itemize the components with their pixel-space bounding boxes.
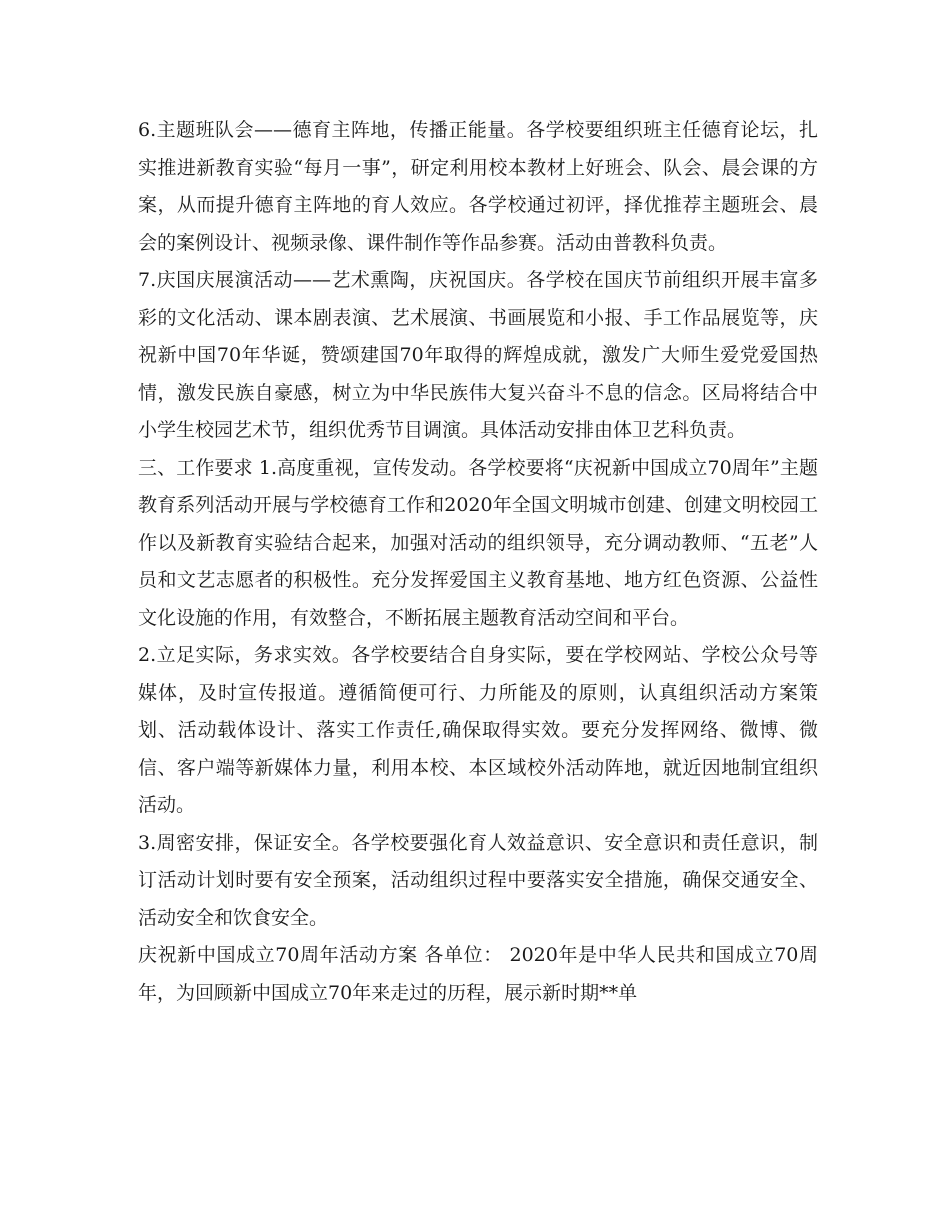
paragraph-requirement-3: 3.周密安排，保证安全。各学校要强化育人效益意识、安全意识和责任意识，制订活动计划时要有安全预案，活动组织过程中要落实安全措施，确保交通安全、活动安全和饮食安全。 [138, 831, 818, 929]
paragraph-item-6: 6.主题班队会——德育主阵地，传播正能量。各学校要组织班主任德育论坛，扎实推进新教育实验“每月一事”，研定利用校本教材上好班会、队会、晨会课的方案，从而提升德育主阵地的育人效应。各学校通过初评，择优推荐主题班会、晨会的案例设计、视频录像、课件制作等作品参赛。活动由普教科负责。 [138, 119, 818, 254]
paragraph-plan-intro: 庆祝新中国成立70周年活动方案 各单位： 2020年是中华人民共和国成立70周年，为回顾新中国成立70年来走过的历程，展示新时期**单 [138, 944, 818, 1004]
paragraph-item-7: 7.庆国庆展演活动——艺术熏陶，庆祝国庆。各学校在国庆节前组织开展丰富多彩的文化活动、课本剧表演、艺术展演、书画展览和小报、手工作品展览等，庆祝新中国70年华诞，赞颂建国70年取得的辉煌成就，激发广大师生爱党爱国热情，激发民族自豪感，树立为中华民族伟大复兴奋斗不息的信念。区局将结合中小学生校园艺术节，组织优秀节目调演。具体活动安排由体卫艺科负责。 [138, 269, 818, 441]
paragraph-requirement-2: 2.立足实际，务求实效。各学校要结合自身实际，要在学校网站、学校公众号等媒体，及时宣传报道。遵循简便可行、力所能及的原则，认真组织活动方案策划、活动载体设计、落实工作责任,确保取得实效。要充分发挥网络、微博、微信、客户端等新媒体力量，利用本校、本区域校外活动阵地，就近因地制宜组织活动。 [138, 644, 818, 816]
document-page [138, 112, 818, 1012]
paragraph-work-requirements: 三、工作要求 1.高度重视，宣传发动。各学校要将“庆祝新中国成立70周年”主题教育系列活动开展与学校德育工作和2020年全国文明城市创建、创建文明校园工作以及新教育实验结合起来，加强对活动的组织领导，充分调动教师、“五老”人员和文艺志愿者的积极性。充分发挥爱国主义教育基地、地方红色资源、公益性文化设施的作用，有效整合，不断拓展主题教育活动空间和平台。 [138, 456, 818, 629]
